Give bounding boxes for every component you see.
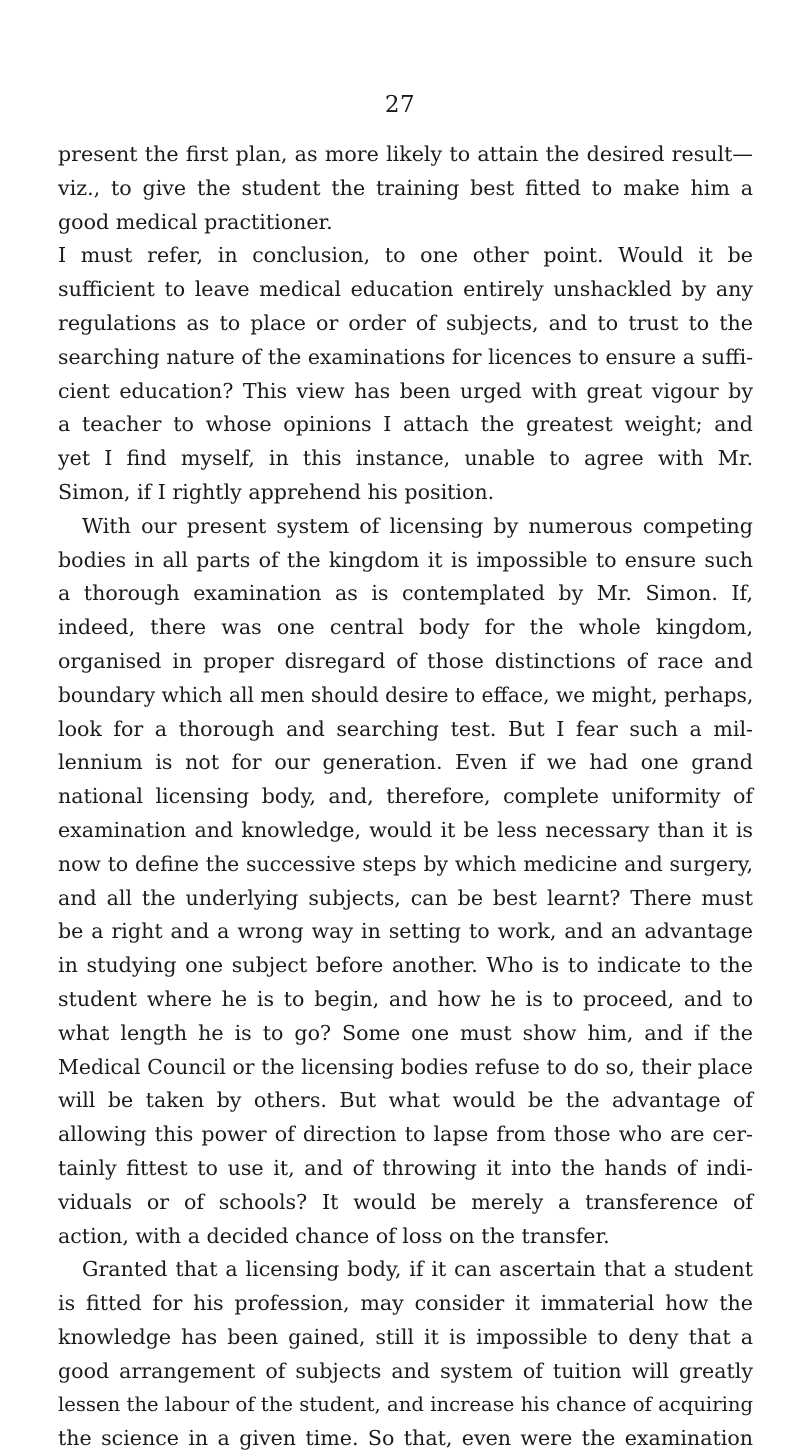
text-line: the science in a given time. So that, even were the examination [58, 1426, 753, 1451]
text-line: will be taken by others. But what would be the advantage of [58, 1088, 753, 1113]
text-line: and all the underlying subjects, can be best learnt? There must [58, 885, 753, 910]
text-line: a thorough examination as is contemplated by Mr. Simon. If, [58, 581, 753, 606]
text-line: regulations as to place or order of subjects, and to trust to the [58, 310, 753, 335]
text-line: knowledge has been gained, still it is impossible to deny that a [58, 1324, 753, 1349]
text-line: viz., to give the student the training best fitted to make him a [58, 175, 753, 200]
text-line: good medical practitioner. [58, 209, 333, 234]
text-line: examination and knowledge, would it be less necessary than it is [58, 817, 753, 842]
text-line: organised in proper disregard of those distinctions of race and [58, 648, 753, 673]
text-line: I must refer, in conclusion, to one other point. Would it be [58, 243, 753, 268]
text-line: yet I find myself, in this instance, unable to agree with Mr. [58, 446, 753, 471]
text-line: what length he is to go? Some one must show him, and if the [58, 1020, 753, 1045]
text-line: good arrangement of subjects and system of tuition will greatly [58, 1358, 753, 1383]
text-line: Medical Council or the licensing bodies refuse to do so, their place [58, 1054, 753, 1079]
text-line: present the first plan, as more likely to attain the desired result— [58, 142, 753, 166]
text-line: now to define the successive steps by which medicine and surgery, [58, 851, 753, 876]
text-line: viduals or of schools? It would be merely a transference of [58, 1189, 753, 1214]
text-line: With our present system of licensing by numerous competing [82, 513, 753, 538]
text-line: Simon, if I rightly apprehend his position. [58, 479, 495, 504]
text-line: action, with a decided chance of loss on the transfer. [58, 1223, 610, 1248]
text-line: is fitted for his profession, may consider it immaterial how the [58, 1291, 753, 1316]
text-line: boundary which all men should desire to efface, we might, perhaps, [58, 682, 754, 707]
text-line: cient education? This view has been urged with great vigour by [58, 378, 753, 403]
text-line: lennium is not for our generation. Even if we had one grand [58, 750, 753, 775]
text-line: a teacher to whose opinions I attach the greatest weight; and [58, 412, 753, 437]
text-line: Granted that a licensing body, if it can ascertain that a student [82, 1257, 753, 1282]
text-line: look for a thorough and searching test. But I fear such a mil- [58, 716, 753, 741]
text-line: sufficient to leave medical education entirely unshackled by any [58, 277, 753, 302]
text-line: indeed, there was one central body for the whole kingdom, [58, 615, 753, 640]
text-line: searching nature of the examinations for licences to ensure a suffi- [58, 344, 753, 369]
text-line: allowing this power of direction to lapse from those who are cer- [58, 1122, 753, 1147]
text-line: student where he is to begin, and how he is to proceed, and to [58, 986, 753, 1011]
text-line: bodies in all parts of the kingdom it is impossible to ensure such [58, 547, 753, 572]
text-line: tainly fittest to use it, and of throwing it into the hands of indi- [58, 1155, 753, 1180]
text-line: national licensing body, and, therefore, complete uniformity of [58, 784, 753, 809]
text-line: in studying one subject before another. Who is to indicate to the [58, 953, 753, 978]
body-text [58, 138, 753, 1456]
page-number: 27 [384, 92, 416, 118]
text-line: lessen the labour of the student, and increase his chance of acquiring [58, 1393, 753, 1417]
text-line: be a right and a wrong way in setting to work, and an advantage [58, 919, 753, 944]
